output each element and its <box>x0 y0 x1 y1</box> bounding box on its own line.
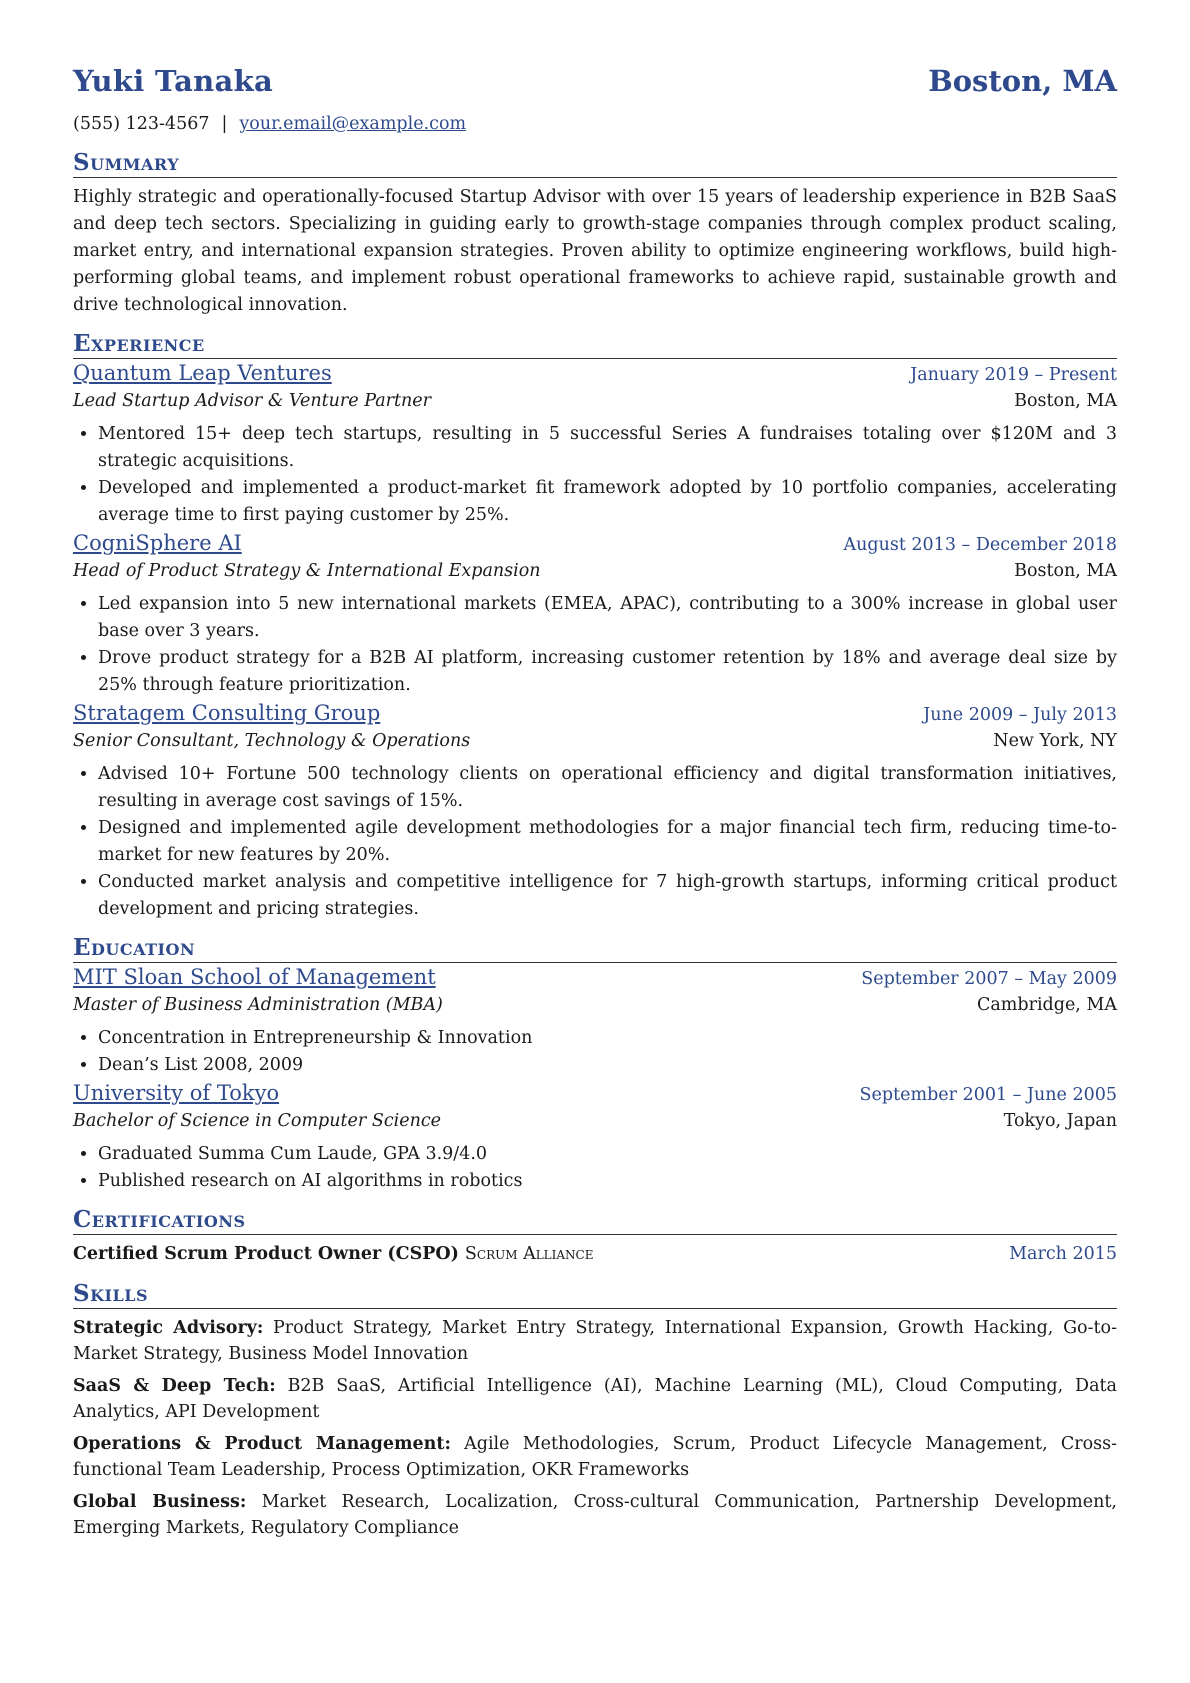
email-link[interactable]: your.email@example.com <box>239 114 467 134</box>
phone-number: (555) 123-4567 <box>73 114 210 134</box>
bullet-item: • Graduated Summa Cum Laude, GPA 3.9/4.0 <box>98 1141 1117 1168</box>
contact-line <box>73 110 1117 138</box>
education-location: Tokyo, Japan <box>1003 1111 1117 1131</box>
experience-entry-subheader <box>73 557 1117 585</box>
experience-dates: August 2013 – December 2018 <box>843 535 1117 555</box>
education-entry-subheader <box>73 1107 1117 1135</box>
bullet-item: • Dean’s List 2008, 2009 <box>98 1052 1117 1079</box>
experience-entry-subheader <box>73 387 1117 415</box>
education-entry-header <box>73 963 1117 991</box>
education-bullet-list <box>73 1025 1117 1079</box>
experience-heading: Experience <box>73 329 1117 359</box>
bullet-item: • Advised 10+ Fortune 500 technology clients on operational efficiency and digital transformation initiatives, resulting in average cost savings of 15%. <box>98 761 1117 815</box>
experience-organization-link[interactable]: Stratagem Consulting Group <box>73 701 381 725</box>
experience-entry <box>73 359 1117 529</box>
resume-header <box>73 64 1117 108</box>
bullet-item: • Developed and implemented a product-market fit framework adopted by 10 portfolio companies, accelerating average time to first paying customer by 25%. <box>98 475 1117 529</box>
experience-location: Boston, MA <box>1014 391 1117 411</box>
experience-bullet-list <box>73 591 1117 699</box>
education-entry-subheader <box>73 991 1117 1019</box>
experience-bullet-list <box>73 421 1117 529</box>
skill-group-label: Operations & Product Management: <box>73 1434 451 1454</box>
experience-location: New York, NY <box>993 731 1117 751</box>
certification-row <box>73 1239 1117 1269</box>
candidate-name: Yuki Tanaka <box>73 64 274 98</box>
experience-entry <box>73 529 1117 699</box>
skill-group <box>73 1431 1117 1483</box>
experience-entry-header <box>73 699 1117 727</box>
skills-heading: Skills <box>73 1279 1117 1309</box>
education-entry <box>73 963 1117 1079</box>
education-dates: September 2007 – May 2009 <box>861 969 1117 989</box>
experience-role: Head of Product Strategy & International Expansion <box>73 561 541 581</box>
skills-list <box>73 1315 1117 1541</box>
certification-issuer: Scrum Alliance <box>464 1244 594 1264</box>
experience-organization-link[interactable]: CogniSphere AI <box>73 531 242 555</box>
certifications-list <box>73 1239 1117 1269</box>
experience-entry-subheader <box>73 727 1117 755</box>
certification-date: March 2015 <box>1009 1244 1117 1264</box>
experience-role: Senior Consultant, Technology & Operations <box>73 731 471 751</box>
education-entry <box>73 1079 1117 1195</box>
experience-entry-header <box>73 529 1117 557</box>
skill-group <box>73 1315 1117 1367</box>
certification-name: Certified Scrum Product Owner (CSPO) <box>73 1244 459 1264</box>
skill-group <box>73 1489 1117 1541</box>
skill-group-items: Market Research, Localization, Cross-cultural Communication, Partnership Development, Emerging Markets, Regulatory Compliance <box>73 1492 1117 1538</box>
bullet-item: • Designed and implemented agile development methodologies for a major financial tech firm, reducing time-to-market for new features by 20%. <box>98 815 1117 869</box>
experience-entry <box>73 699 1117 923</box>
experience-bullet-list <box>73 761 1117 923</box>
skill-group <box>73 1373 1117 1425</box>
education-role: Bachelor of Science in Computer Science <box>73 1111 442 1131</box>
contact-separator: | <box>221 114 228 134</box>
education-list <box>73 963 1117 1195</box>
skill-group-label: Global Business: <box>73 1492 247 1512</box>
bullet-item: • Led expansion into 5 new international markets (EMEA, APAC), contributing to a 300% increase in global user base over 3 years. <box>98 591 1117 645</box>
bullet-item: • Drove product strategy for a B2B AI platform, increasing customer retention by 18% and average deal size by 25% through feature prioritization. <box>98 645 1117 699</box>
education-entry-header <box>73 1079 1117 1107</box>
bullet-item: • Published research on AI algorithms in robotics <box>98 1168 1117 1195</box>
education-bullet-list <box>73 1141 1117 1195</box>
certification-left <box>73 1239 594 1269</box>
education-heading: Education <box>73 933 1117 963</box>
education-role: Master of Business Administration (MBA) <box>73 995 443 1015</box>
education-organization-link[interactable]: MIT Sloan School of Management <box>73 965 436 989</box>
skill-group-items: B2B SaaS, Artificial Intelligence (AI), Machine Learning (ML), Cloud Computing, Data Analytics, API Development <box>73 1376 1117 1422</box>
experience-dates: January 2019 – Present <box>910 365 1117 385</box>
experience-list <box>73 359 1117 923</box>
summary-text: Highly strategic and operationally-focused Startup Advisor with over 15 years of leadership experience in B2B SaaS and deep tech sectors. Specializing in guiding early to growth-stage companies through complex product scaling, market entry, and international expansion strategies. Proven ability to optimize engineering workflows, build high-performing global teams, and implement robust operational frameworks to achieve rapid, sustainable growth and drive technological innovation. <box>73 187 1117 315</box>
education-organization-link[interactable]: University of Tokyo <box>73 1081 280 1105</box>
skill-group-items: Product Strategy, Market Entry Strategy, International Expansion, Growth Hacking, Go-to-Market Strategy, Business Model Innovation <box>73 1318 1117 1364</box>
bullet-item: • Concentration in Entrepreneurship & Innovation <box>98 1025 1117 1052</box>
bullet-item: • Conducted market analysis and competitive intelligence for 7 high-growth startups, informing critical product development and pricing strategies. <box>98 869 1117 923</box>
experience-location: Boston, MA <box>1014 561 1117 581</box>
education-location: Cambridge, MA <box>976 995 1117 1015</box>
candidate-location: Boston, MA <box>928 64 1117 98</box>
experience-entry-header <box>73 359 1117 387</box>
experience-organization-link[interactable]: Quantum Leap Ventures <box>73 361 332 385</box>
skill-group-label: SaaS & Deep Tech: <box>73 1376 276 1396</box>
experience-role: Lead Startup Advisor & Venture Partner <box>73 391 432 411</box>
certifications-heading: Certifications <box>73 1205 1117 1235</box>
experience-dates: June 2009 – July 2013 <box>923 705 1117 725</box>
skill-group-items: Agile Methodologies, Scrum, Product Lifecycle Management, Cross-functional Team Leadership, Process Optimization, OKR Frameworks <box>73 1434 1117 1480</box>
skill-group-label: Strategic Advisory: <box>73 1318 264 1338</box>
bullet-item: • Mentored 15+ deep tech startups, resulting in 5 successful Series A fundraises totaling over $120M and 3 strategic acquisitions. <box>98 421 1117 475</box>
education-dates: September 2001 – June 2005 <box>859 1085 1117 1105</box>
summary-heading: Summary <box>73 148 1117 178</box>
